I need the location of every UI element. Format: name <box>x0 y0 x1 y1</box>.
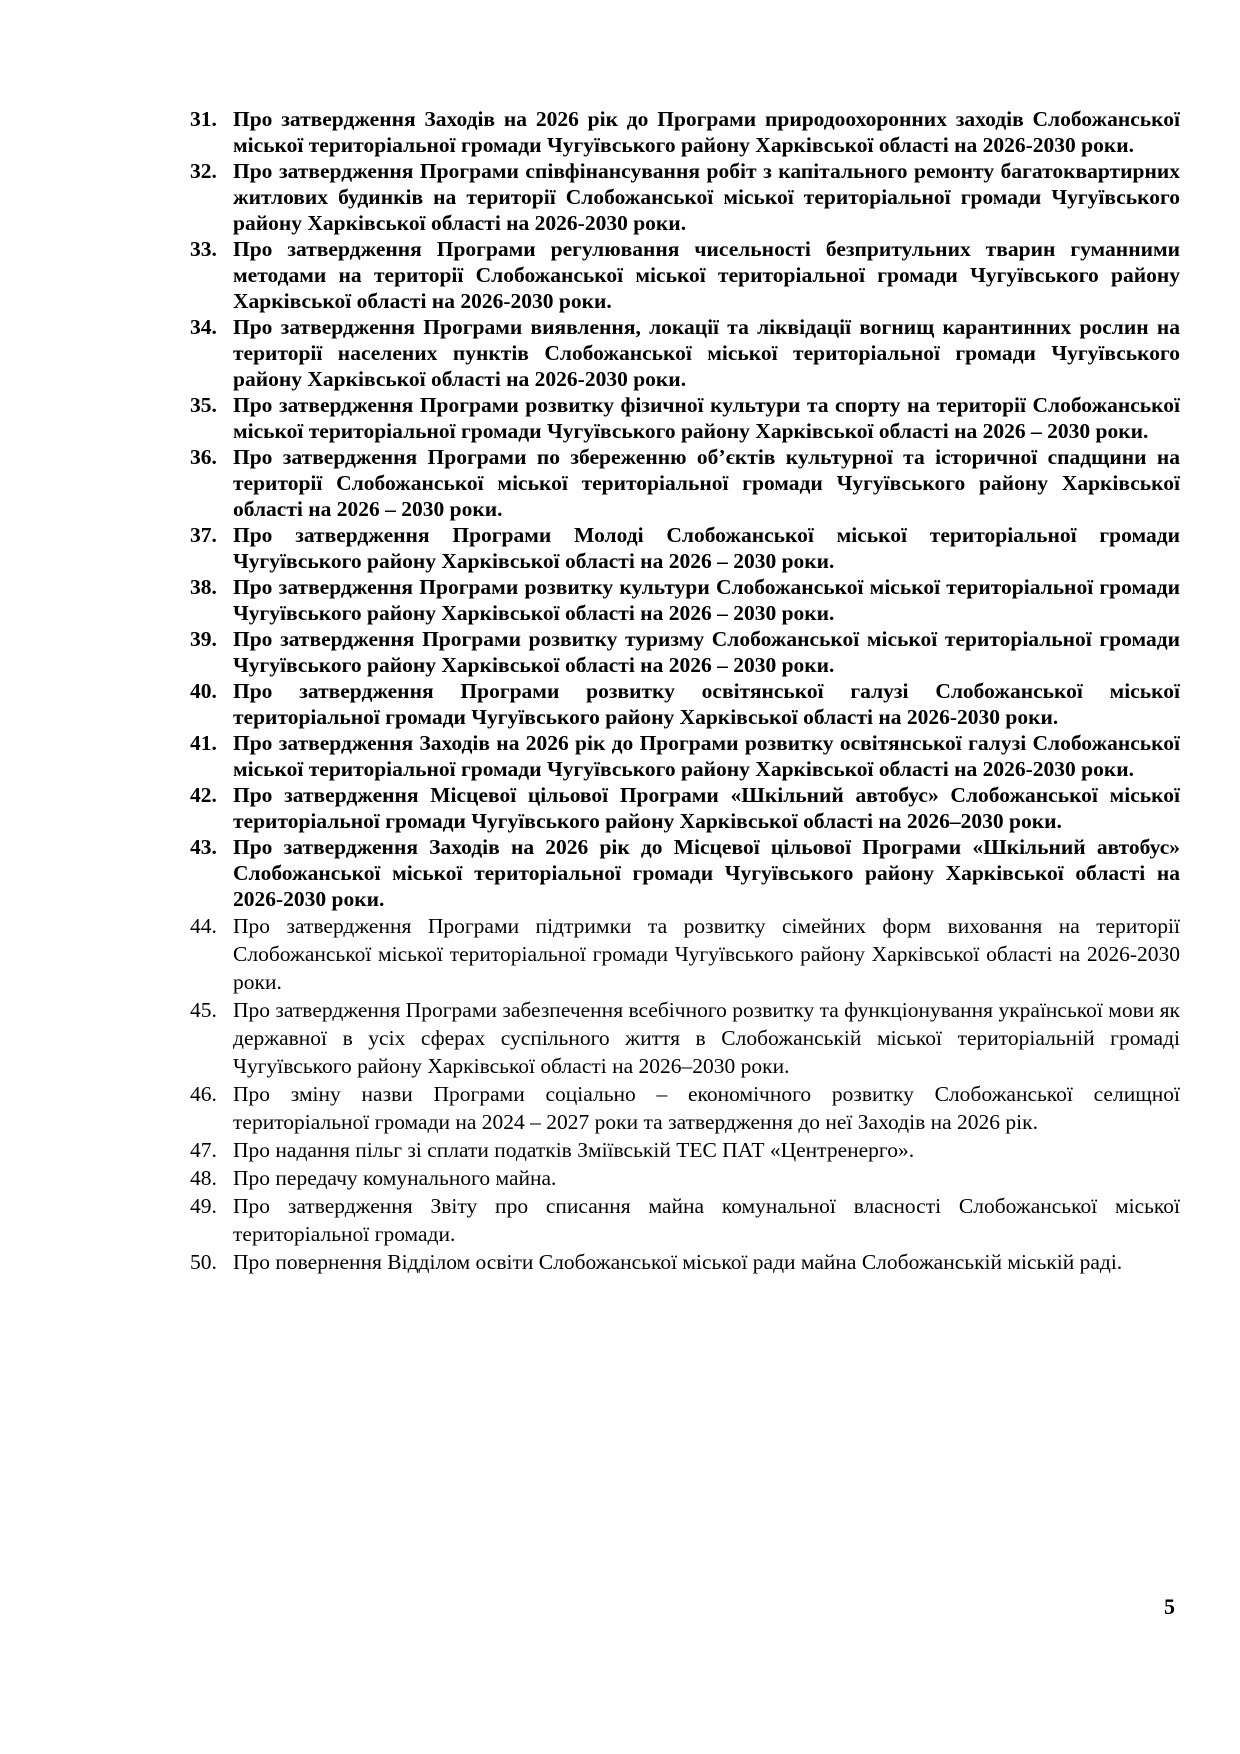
item-number: 47. <box>190 1138 217 1162</box>
item-text: Про затвердження Місцевої цільової Програми «Шкільний автобус» Слобожанської міської територіальної громади Чугуївського району Харківської області на 2026–2030 роки. <box>233 783 1180 833</box>
agenda-item <box>190 1080 1180 1136</box>
agenda-item <box>190 996 1180 1080</box>
item-text: Про затвердження Програми Молоді Слобожанської міської територіальної громади Чугуївського району Харківської області на 2026 – 2030 роки. <box>233 523 1180 573</box>
agenda-item <box>190 730 1180 782</box>
item-number: 32. <box>190 159 217 183</box>
agenda-item <box>190 158 1180 236</box>
agenda-item <box>190 314 1180 392</box>
agenda-item <box>190 782 1180 834</box>
item-text: Про затвердження Програми підтримки та розвитку сімейних форм виховання на території Слобожанської міської територіальної громади Чугуївського району Харківської області на 2026-2030 роки. <box>233 914 1180 994</box>
page-number: 5 <box>1164 1594 1175 1619</box>
item-number: 46. <box>190 1082 217 1106</box>
item-text: Про затвердження Програми розвитку фізичної культури та спорту на території Слобожанської міської територіальної громади Чугуївського району Харківської області на 2026 – 2030 роки. <box>233 393 1180 443</box>
item-number: 37. <box>190 523 217 547</box>
item-text: Про повернення Відділом освіти Слобожанської міської ради майна Слобожанській міській раді. <box>233 1250 1123 1274</box>
agenda-item <box>190 106 1180 158</box>
item-text: Про затвердження Програми співфінансування робіт з капітального ремонту багатоквартирних житлових будинків на території Слобожанської міської територіальної громади Чугуївського району Харківської області на 2026-2030 роки. <box>233 159 1180 235</box>
item-number: 38. <box>190 575 217 599</box>
item-text: Про затвердження Програми розвитку культури Слобожанської міської територіальної громади Чугуївського району Харківської області на 2026 – 2030 роки. <box>233 575 1180 625</box>
item-number: 45. <box>190 998 217 1022</box>
item-number: 40. <box>190 679 217 703</box>
agenda-list <box>190 106 1180 1276</box>
item-text: Про затвердження Заходів на 2026 рік до Програми природоохоронних заходів Слобожанської міської територіальної громади Чугуївського району Харківської області на 2026-2030 роки. <box>233 107 1180 157</box>
item-text: Про затвердження Заходів на 2026 рік до Місцевої цільової Програми «Шкільний автобус» Слобожанської міської територіальної громади Чугуївського району Харківської області на 2026-2030 роки. <box>233 835 1180 911</box>
item-number: 36. <box>190 445 217 469</box>
item-number: 49. <box>190 1194 217 1218</box>
agenda-item <box>190 444 1180 522</box>
agenda-item <box>190 392 1180 444</box>
item-text: Про надання пільг зі сплати податків Зміївській ТЕС ПАТ «Центренерго». <box>233 1138 915 1162</box>
agenda-item <box>190 1164 1180 1192</box>
item-number: 39. <box>190 627 217 651</box>
item-text: Про затвердження Програми виявлення, локації та ліквідації вогнищ карантинних рослин на території населених пунктів Слобожанської міської територіальної громади Чугуївського району Харківської області на 2026-2030 роки. <box>233 315 1180 391</box>
agenda-item <box>190 1136 1180 1164</box>
agenda-item <box>190 626 1180 678</box>
agenda-item <box>190 912 1180 996</box>
item-number: 34. <box>190 315 217 339</box>
item-text: Про затвердження Програми регулювання чисельності безпритульних тварин гуманними методами на території Слобожанської міської територіальної громади Чугуївського району Харківської області на 2026-2030 роки. <box>233 237 1180 313</box>
item-text: Про затвердження Програми по збереженню об’єктів культурної та історичної спадщини на території Слобожанської міської територіальної громади Чугуївського району Харківської області на 2026 – 2030 роки. <box>233 445 1180 521</box>
item-number: 31. <box>190 107 217 131</box>
item-text: Про зміну назви Програми соціально – економічного розвитку Слобожанської селищної територіальної громади на 2024 – 2027 роки та затвердження до неї Заходів на 2026 рік. <box>233 1082 1180 1134</box>
agenda-item <box>190 678 1180 730</box>
item-number: 35. <box>190 393 217 417</box>
item-number: 42. <box>190 783 217 807</box>
item-number: 50. <box>190 1250 217 1274</box>
item-text: Про затвердження Програми забезпечення всебічного розвитку та функціонування української мови як державної в усіх сферах суспільного життя в Слобожанській міської територіальній громаді Чугуївського району Харківської області на 2026–2030 роки. <box>233 998 1180 1078</box>
item-text: Про затвердження Програми розвитку освітянської галузі Слобожанської міської територіальної громади Чугуївського району Харківської області на 2026-2030 роки. <box>233 679 1180 729</box>
item-number: 41. <box>190 731 217 755</box>
agenda-item <box>190 236 1180 314</box>
item-number: 43. <box>190 835 217 859</box>
agenda-item <box>190 1248 1180 1276</box>
item-text: Про затвердження Програми розвитку туризму Слобожанської міської територіальної громади Чугуївського району Харківської області на 2026 – 2030 роки. <box>233 627 1180 677</box>
agenda-item <box>190 834 1180 912</box>
item-number: 44. <box>190 914 217 938</box>
item-number: 33. <box>190 237 217 261</box>
item-number: 48. <box>190 1166 217 1190</box>
agenda-item <box>190 1192 1180 1248</box>
item-text: Про затвердження Звіту про списання майна комунальної власності Слобожанської міської територіальної громади. <box>233 1194 1180 1246</box>
agenda-item <box>190 574 1180 626</box>
item-text: Про затвердження Заходів на 2026 рік до Програми розвитку освітянської галузі Слобожанської міської територіальної громади Чугуївського району Харківської області на 2026-2030 роки. <box>233 731 1180 781</box>
item-text: Про передачу комунального майна. <box>233 1166 557 1190</box>
agenda-item <box>190 522 1180 574</box>
